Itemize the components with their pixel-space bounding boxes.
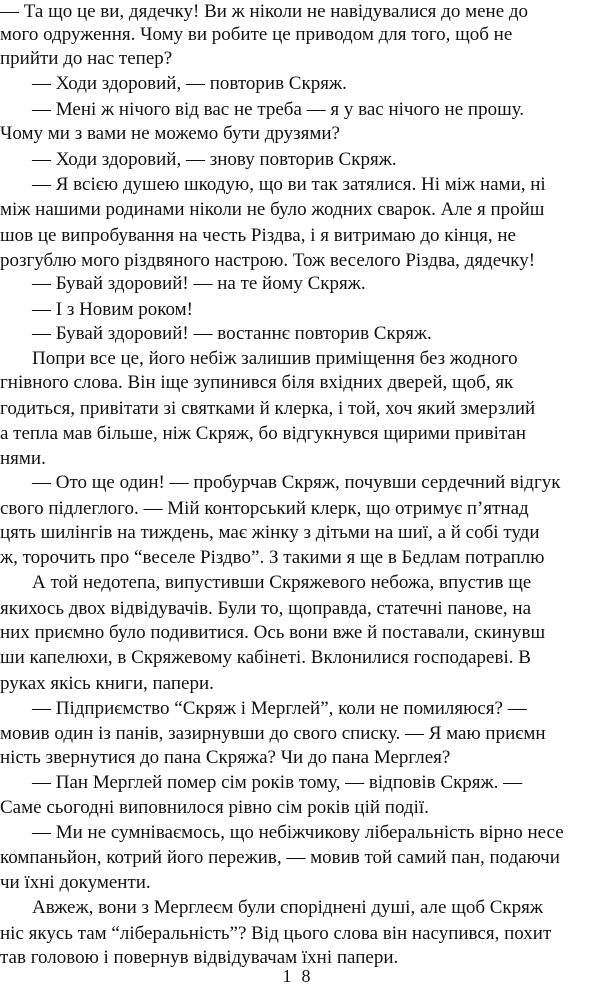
text-line: ність звернутися до пана Скряжа? Чи до пана Мерглея? bbox=[0, 747, 451, 768]
text-line: тав головою і повернув відвідувачам їхні папери. bbox=[0, 947, 399, 968]
text-line: — Бувай здоровий! — востаннє повторив Скряж. bbox=[32, 323, 432, 344]
text-line: — І з Новим роком! bbox=[32, 299, 193, 320]
text-line: Саме сьогодні виповнилося рівно сім років цій події. bbox=[0, 797, 429, 818]
text-line: розгублю мого різдвяного настрою. Тож веселого Різдва, дядечку! bbox=[0, 250, 536, 271]
text-line: — Я всією душею шкодую, що ви так затялися. Ні між нами, ні bbox=[32, 174, 546, 195]
text-line: годиться, привітати зі святками й клерка, і той, хоч який змерзлий bbox=[0, 398, 536, 419]
text-line: ши капелюхи, в Скряжевому кабінеті. Вклонилися господареві. В bbox=[0, 647, 531, 668]
text-line: Чому ми з вами не можемо бути друзями? bbox=[0, 123, 340, 144]
text-line: — Бувай здоровий! — на те йому Скряж. bbox=[32, 273, 366, 294]
text-line: — Ми не сумніваємось, що небіжчикову ліберальність вірно несе bbox=[32, 822, 564, 843]
text-line: свого підлеглого. — Мій конторський клерк, що отримує п’ятнад bbox=[0, 498, 529, 519]
text-line: — Пан Мерглей помер сім років тому, — відповів Скряж. — bbox=[32, 772, 523, 793]
text-line: — Та що це ви, дядечку! Ви ж ніколи не навідувалися до мене до bbox=[0, 1, 529, 22]
text-line: гнівного слова. Він іще зупинився біля вхідних дверей, щоб, як bbox=[0, 372, 514, 393]
text-line: — Підприємство “Скряж і Мерглей”, коли не помиляюся? — bbox=[32, 698, 527, 719]
text-line: Авжеж, вони з Мерглеєм були споріднені душі, але щоб Скряж bbox=[32, 897, 544, 918]
text-line: між нашими родинами ніколи не було жодних сварок. Але я пройш bbox=[0, 199, 545, 220]
text-line: — Ото ще один! — пробурчав Скряж, почувши сердечний відгук bbox=[32, 472, 561, 493]
text-line: мовив один із панів, зазирнувши до свого списку. — Я маю приємн bbox=[0, 723, 546, 744]
text-line: нями. bbox=[0, 448, 46, 469]
text-line: ж, торочить про “веселе Різдво”. З такими я ще в Бедлам потраплю bbox=[0, 547, 545, 568]
text-line: — Мені ж нічого від вас не треба — я у вас нічого не прошу. bbox=[32, 99, 525, 120]
text-line: — Ходи здоровий, — повторив Скряж. bbox=[32, 73, 347, 94]
text-line: якихось двох відвідувачів. Були то, щоправда, статечні панове, на bbox=[0, 598, 532, 619]
text-line: компаньйон, котрий його пережив, — мовив той самий пан, подаючи bbox=[0, 847, 560, 868]
text-line: цять шилінгів на тиждень, має жінку з дітьми на шиї, а й собі туди bbox=[0, 522, 540, 543]
text-line: руках якісь книги, папери. bbox=[0, 673, 214, 694]
text-line: А той недотепа, випустивши Скряжевого небожа, впустив ще bbox=[32, 572, 532, 593]
text-line: мого одруження. Чому ви робите це приводом для того, щоб не bbox=[0, 24, 513, 45]
text-line: них приємно було подивитися. Ось вони вже й поставали, скинувш bbox=[0, 622, 546, 643]
text-line: прийти до нас тепер? bbox=[0, 48, 173, 69]
text-line: чи їхні документи. bbox=[0, 872, 151, 893]
page-number: 18 bbox=[282, 966, 321, 986]
text-line: Попри все це, його небіж залишив приміщення без жодного bbox=[32, 348, 518, 369]
text-line: — Ходи здоровий, — знову повторив Скряж. bbox=[32, 149, 397, 170]
text-line: а тепла мав більше, ніж Скряж, бо відгукнувся щирими привітан bbox=[0, 423, 526, 444]
text-line: ніс якусь там “ліберальність”? Від цього слова він насупився, похит bbox=[0, 923, 552, 944]
text-line: шов це випробування на честь Різдва, і я витримаю до кінця, не bbox=[0, 225, 516, 246]
